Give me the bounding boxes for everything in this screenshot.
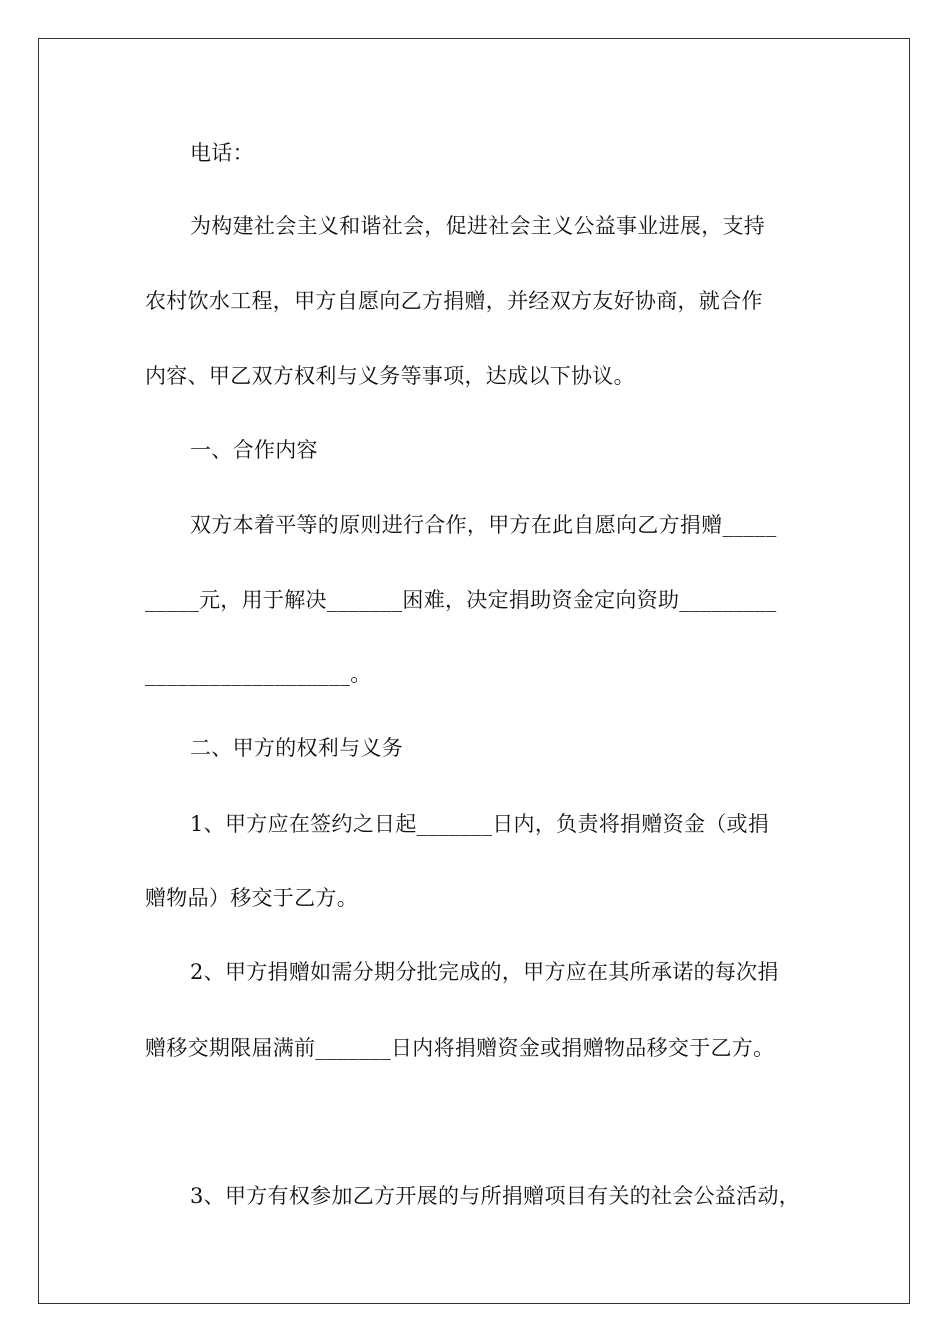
clause-3-line-1: 3、甲方有权参加乙方开展的与所捐赠项目有关的社会公益活动， — [190, 1184, 801, 1208]
clause-1-line-1: 1、甲方应在签约之日起_______日内，负责将捐赠资金（或捐 — [190, 812, 770, 836]
cooperation-line-3: ___________________。 — [145, 662, 372, 686]
clause-2-line-2: 赠移交期限届满前_______日内将捐赠资金或捐赠物品移交于乙方。 — [145, 1036, 775, 1060]
clause-2-line-1: 2、甲方捐赠如需分期分批完成的，甲方应在其所承诺的每次捐 — [190, 960, 779, 984]
section-heading-party-a: 二、甲方的权利与义务 — [190, 736, 403, 760]
intro-line-3: 内容、甲乙双方权利与义务等事项，达成以下协议。 — [145, 364, 635, 388]
clause-1-line-2: 赠物品）移交于乙方。 — [145, 886, 358, 910]
section-heading-cooperation: 一、合作内容 — [190, 438, 318, 462]
phone-label: 电话： — [190, 141, 254, 165]
intro-line-2: 农村饮水工程，甲方自愿向乙方捐赠，并经双方友好协商，就合作 — [145, 289, 763, 313]
cooperation-line-2: _____元，用于解决_______困难，决定捐助资金定向资助_________ — [145, 588, 777, 612]
intro-line-1: 为构建社会主义和谐社会，促进社会主义公益事业进展，支持 — [190, 214, 766, 238]
cooperation-line-1: 双方本着平等的原则进行合作，甲方在此自愿向乙方捐赠_____ — [190, 513, 777, 537]
